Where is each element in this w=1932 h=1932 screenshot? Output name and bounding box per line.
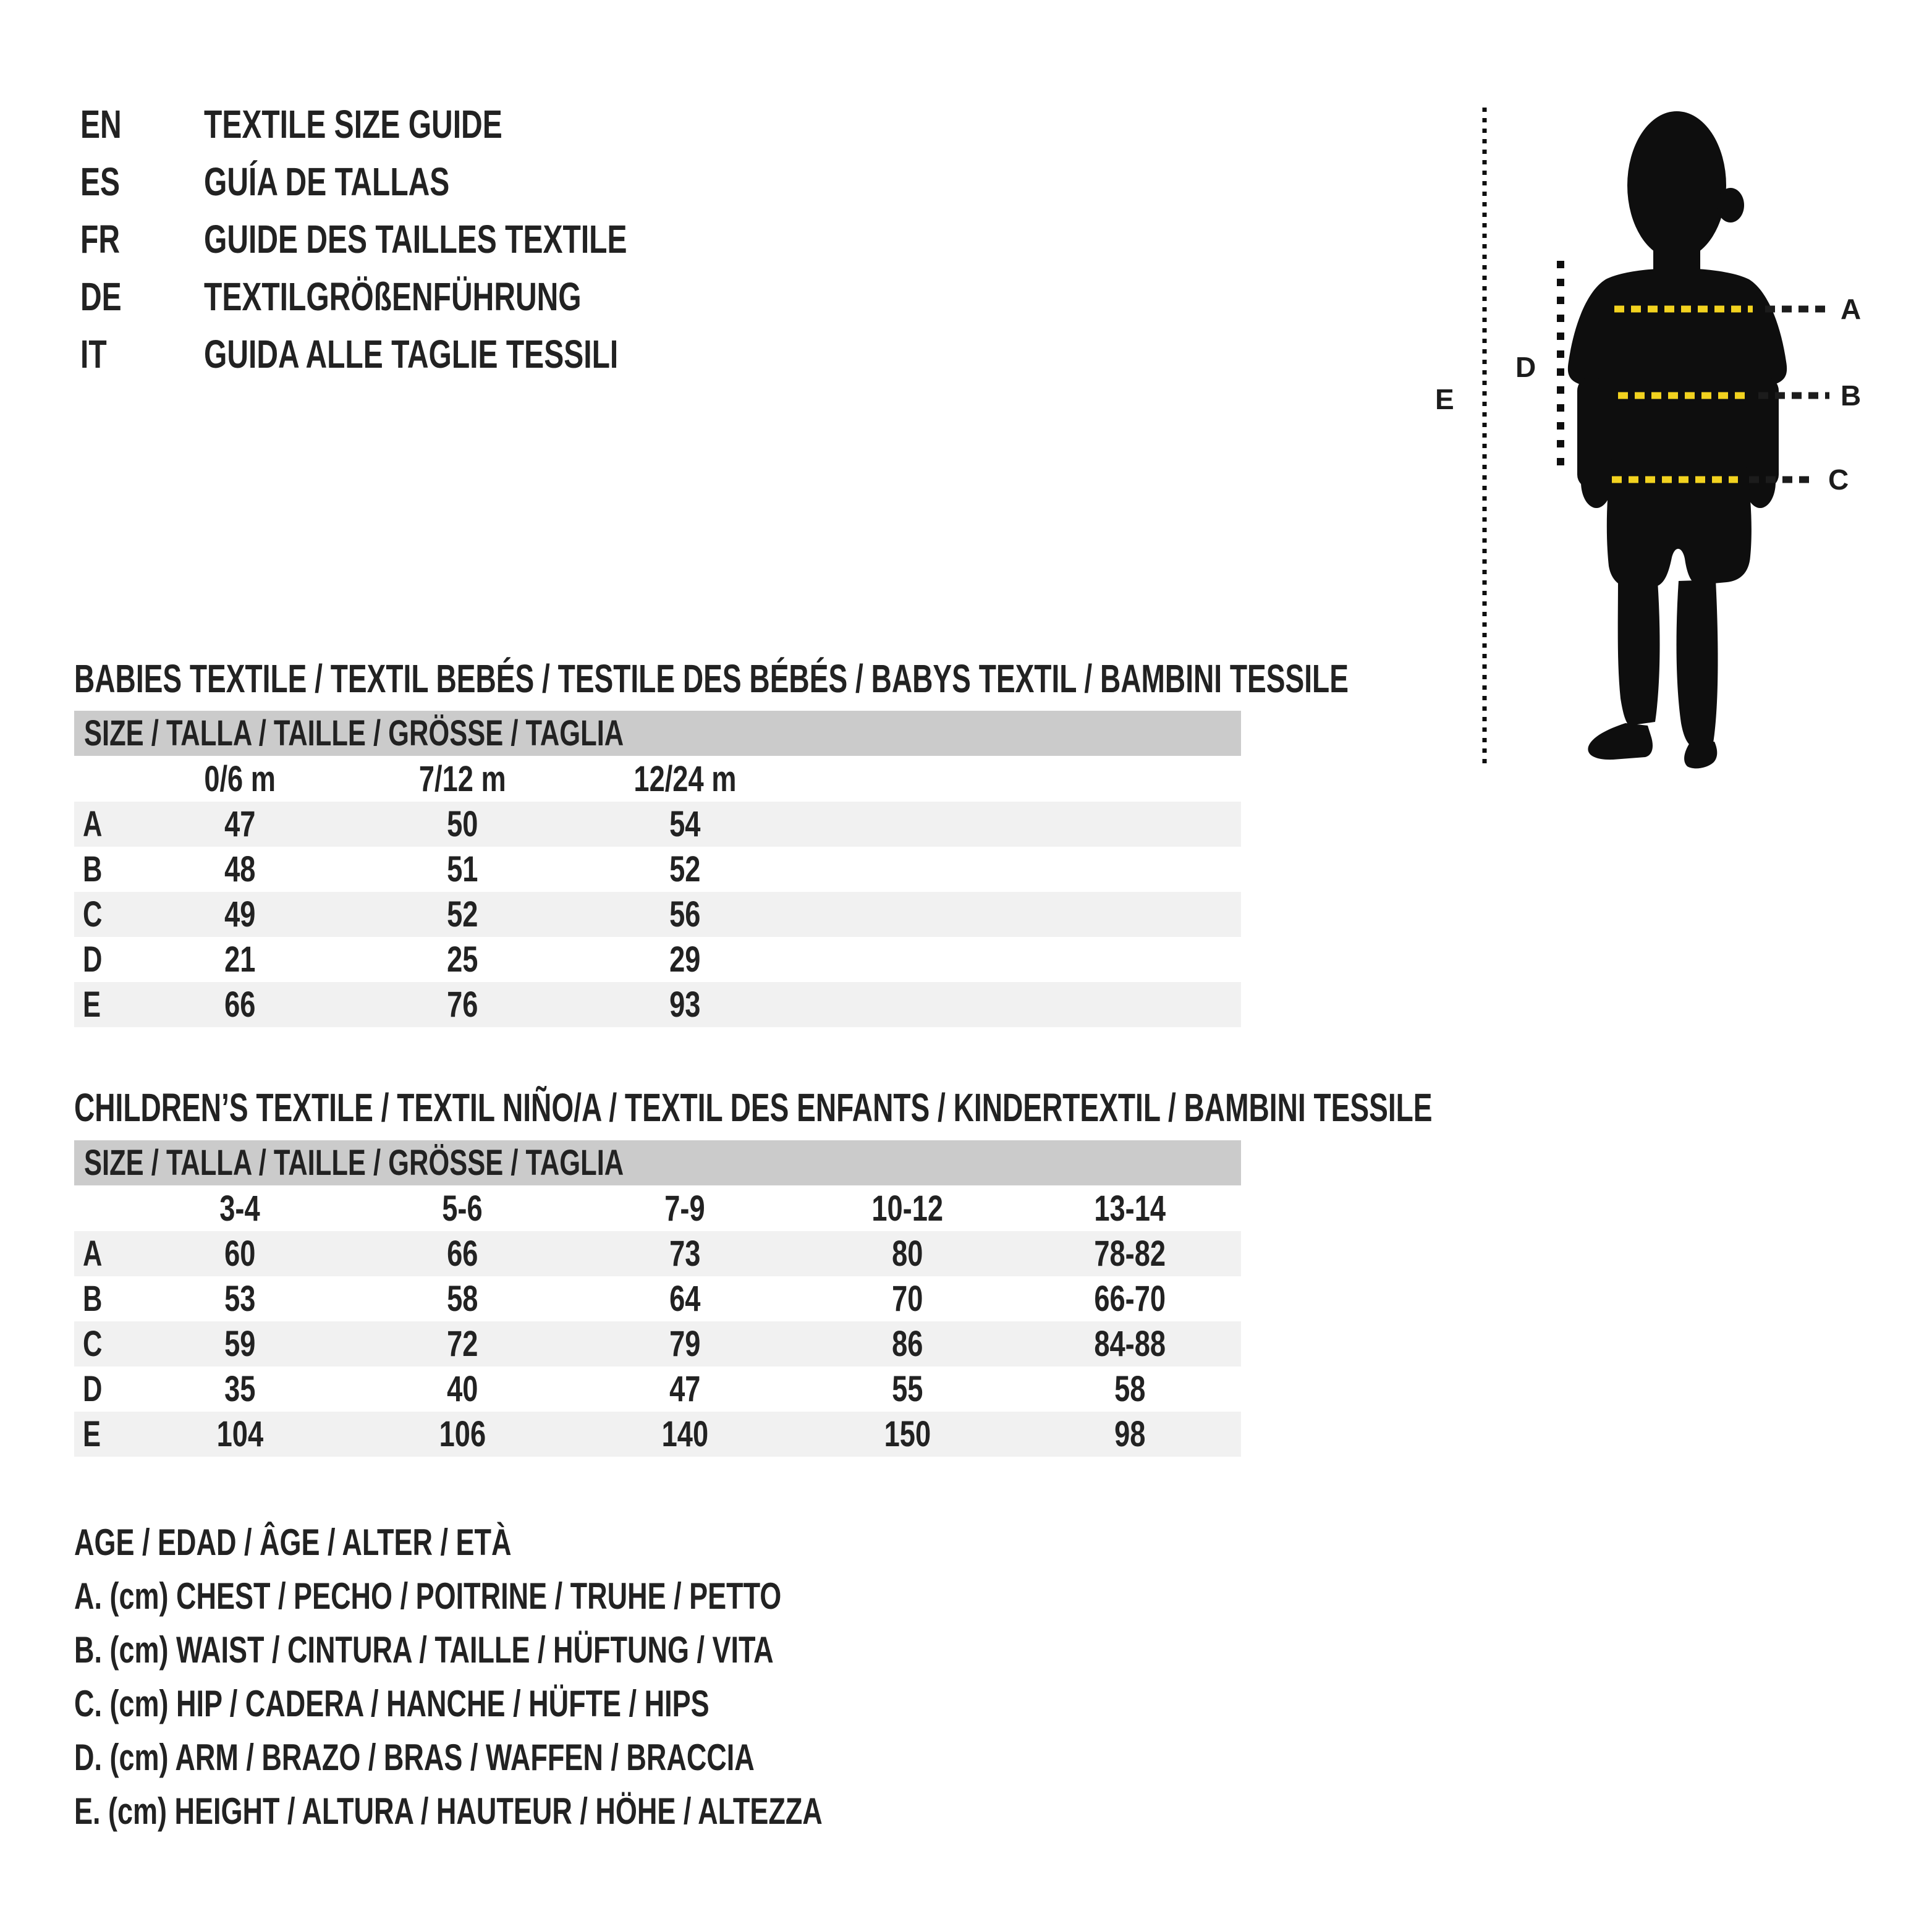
table-row [74, 1366, 1241, 1412]
value-cell [351, 1368, 574, 1410]
value-cell-text: 78-82 [1094, 1234, 1166, 1274]
value-cell [351, 803, 574, 845]
table-row [74, 1231, 1241, 1276]
value-cell [351, 939, 574, 980]
value-cell [351, 1413, 574, 1455]
value-cell [796, 1233, 1019, 1274]
row-label [74, 939, 129, 980]
language-title-text: GUÍA DE TALLAS [204, 159, 450, 204]
value-cell-text: 72 [446, 1324, 478, 1364]
language-row [80, 268, 768, 325]
size-header-bar-text: SIZE / TALLA / TAILLE / GRÖSSE / TAGLIA [84, 1143, 624, 1183]
value-cell [129, 1413, 351, 1455]
value-cell [129, 803, 351, 845]
label-height-e: E [1435, 383, 1454, 415]
silhouette-left-foot [1588, 723, 1653, 760]
table-row [74, 1276, 1241, 1321]
language-code [80, 101, 204, 147]
language-title [204, 101, 602, 147]
language-code-text: FR [80, 216, 120, 261]
value-cell-text: 58 [446, 1279, 478, 1319]
language-title [204, 216, 768, 262]
value-cell-text: 49 [224, 894, 256, 934]
language-row [80, 325, 768, 383]
value-cell [1019, 1368, 1241, 1410]
value-cell [129, 849, 351, 890]
value-cell-text: 59 [224, 1324, 256, 1364]
column-header [796, 1188, 1019, 1229]
language-row [80, 153, 768, 210]
value-cell [129, 1278, 351, 1320]
table-row [74, 847, 1241, 892]
row-label [74, 1368, 129, 1410]
value-cell [351, 894, 574, 935]
value-cell [351, 849, 574, 890]
value-cell-text: 47 [669, 1369, 701, 1409]
column-header-text: 5-6 [442, 1188, 483, 1229]
column-header [351, 758, 574, 800]
value-cell [574, 894, 796, 935]
row-label-text: E [83, 1414, 101, 1454]
language-code-text: DE [80, 274, 122, 319]
language-code-text: EN [80, 101, 122, 146]
value-cell [351, 1323, 574, 1365]
value-cell [574, 1278, 796, 1320]
language-code [80, 216, 204, 262]
size-header-bar [74, 711, 1241, 756]
row-label-text: B [83, 849, 103, 889]
children-size-table [74, 1140, 1241, 1457]
value-cell-text: 40 [446, 1369, 478, 1409]
value-cell-text: 84-88 [1094, 1324, 1166, 1364]
value-cell-text: 150 [884, 1414, 931, 1454]
column-header-text: 3-4 [219, 1188, 260, 1229]
silhouette-ear [1717, 188, 1744, 222]
legend-line [74, 1677, 1072, 1731]
children-section-heading-text: CHILDREN’S TEXTILE / TEXTIL NIÑO/A / TEXTIL DES ENFANTS / KINDERTEXTIL / BAMBINI TESSILE [74, 1085, 1433, 1130]
row-label-text: A [83, 1234, 103, 1274]
legend-line-text: A. (cm) CHEST / PECHO / POITRINE / TRUHE / PETTO [74, 1575, 782, 1617]
table-row [74, 802, 1241, 847]
value-cell-text: 56 [669, 894, 701, 934]
row-label-text: B [83, 1279, 103, 1319]
column-header-row [74, 756, 1241, 802]
silhouette-left-hand [1581, 456, 1612, 508]
row-label [74, 1278, 129, 1320]
legend-line-text: D. (cm) ARM / BRAZO / BRAS / WAFFEN / BRACCIA [74, 1737, 755, 1778]
value-cell [796, 1413, 1019, 1455]
language-title-text: TEXTILE SIZE GUIDE [204, 101, 502, 146]
value-cell [129, 1323, 351, 1365]
language-title-text: GUIDA ALLE TAGLIE TESSILI [204, 331, 619, 376]
value-cell-text: 48 [224, 849, 256, 889]
value-cell-text: 98 [1114, 1414, 1146, 1454]
silhouette-right-leg [1677, 580, 1718, 747]
language-row [80, 210, 768, 268]
row-label-text: E [83, 985, 101, 1025]
size-header-bar-text: SIZE / TALLA / TAILLE / GRÖSSE / TAGLIA [84, 713, 624, 753]
row-label-text: D [83, 1369, 103, 1409]
row-label-text: D [83, 939, 103, 980]
value-cell-text: 58 [1114, 1369, 1146, 1409]
column-header-text: 7-9 [664, 1188, 705, 1229]
language-title-list [80, 95, 768, 383]
value-cell [796, 1323, 1019, 1365]
legend-line-text: E. (cm) HEIGHT / ALTURA / HAUTEUR / HÖHE / ALTEZZA [74, 1790, 823, 1832]
row-label-text: C [83, 894, 103, 934]
language-code-text: IT [80, 331, 107, 376]
size-header-bar [74, 1140, 1241, 1185]
child-silhouette-figure [1568, 111, 1787, 768]
table-row [74, 1412, 1241, 1457]
language-code [80, 159, 204, 205]
value-cell [574, 803, 796, 845]
value-cell [129, 939, 351, 980]
column-header-text: 13-14 [1094, 1188, 1166, 1229]
language-title-text: TEXTILGRÖßENFÜHRUNG [204, 274, 582, 319]
value-cell [574, 1413, 796, 1455]
value-cell-text: 106 [439, 1414, 486, 1454]
value-cell-text: 51 [446, 849, 478, 889]
babies-section-heading-text: BABIES TEXTILE / TEXTIL BEBÉS / TESTILE DES BÉBÉS / BABYS TEXTIL / BAMBINI TESSILE [74, 656, 1349, 701]
legend-line-text: AGE / EDAD / ÂGE / ALTER / ETÀ [74, 1522, 512, 1563]
column-header [129, 758, 351, 800]
column-header [1019, 1188, 1241, 1229]
value-cell [574, 1368, 796, 1410]
silhouette-left-leg [1618, 578, 1660, 726]
child-measurement-diagram [1421, 87, 1932, 779]
language-title [204, 331, 756, 377]
value-cell-text: 66 [224, 985, 256, 1025]
value-cell [796, 1368, 1019, 1410]
value-cell-text: 53 [224, 1279, 256, 1319]
value-cell [796, 1278, 1019, 1320]
value-cell [1019, 1413, 1241, 1455]
language-code [80, 274, 204, 320]
value-cell [1019, 1233, 1241, 1274]
language-title-text: GUIDE DES TAILLES TEXTILE [204, 216, 627, 261]
language-title [204, 159, 532, 205]
value-cell-text: 80 [891, 1234, 923, 1274]
value-cell-text: 21 [224, 939, 256, 980]
value-cell-text: 66-70 [1094, 1279, 1166, 1319]
label-hip-c: C [1828, 464, 1849, 496]
value-cell-text: 35 [224, 1369, 256, 1409]
column-header [351, 1188, 574, 1229]
value-cell [129, 984, 351, 1025]
label-arm-d: D [1515, 351, 1536, 383]
language-title [204, 274, 707, 320]
row-label [74, 1413, 129, 1455]
column-header [129, 1188, 351, 1229]
babies-size-table [74, 711, 1241, 1027]
value-cell [129, 1368, 351, 1410]
value-cell-text: 52 [669, 849, 701, 889]
column-header-text: 12/24 m [633, 758, 736, 799]
table-row [74, 892, 1241, 937]
column-header-text: 7/12 m [418, 758, 506, 799]
value-cell-text: 52 [446, 894, 478, 934]
column-header-row [74, 1185, 1241, 1231]
value-cell [129, 894, 351, 935]
value-cell [129, 1233, 351, 1274]
value-cell-text: 93 [669, 985, 701, 1025]
value-cell [351, 1233, 574, 1274]
value-cell [574, 939, 796, 980]
value-cell-text: 76 [446, 985, 478, 1025]
legend-line [74, 1784, 1072, 1838]
row-label [74, 894, 129, 935]
language-code-text: ES [80, 159, 121, 204]
table-row [74, 937, 1241, 982]
value-cell [574, 1323, 796, 1365]
row-label [74, 1323, 129, 1365]
value-cell-text: 54 [669, 804, 701, 844]
label-chest-a: A [1841, 293, 1862, 325]
table-row [74, 1321, 1241, 1366]
legend-line [74, 1515, 1072, 1569]
language-row [80, 95, 768, 153]
value-cell [351, 1278, 574, 1320]
legend-line [74, 1623, 1072, 1677]
value-cell [351, 984, 574, 1025]
value-cell [574, 1233, 796, 1274]
row-label-text: A [83, 804, 103, 844]
value-cell-text: 70 [891, 1279, 923, 1319]
value-cell-text: 140 [661, 1414, 708, 1454]
row-label-text: C [83, 1324, 103, 1364]
legend-line [74, 1569, 1072, 1623]
row-label [74, 849, 129, 890]
label-waist-b: B [1841, 379, 1862, 412]
value-cell-text: 86 [891, 1324, 923, 1364]
column-header-text: 10-12 [871, 1188, 943, 1229]
value-cell [574, 849, 796, 890]
value-cell-text: 64 [669, 1279, 701, 1319]
value-cell-text: 79 [669, 1324, 701, 1364]
table-row [74, 982, 1241, 1027]
column-header [574, 1188, 796, 1229]
language-code [80, 331, 204, 377]
legend-line [74, 1731, 1072, 1784]
value-cell-text: 73 [669, 1234, 701, 1274]
legend-line-text: C. (cm) HIP / CADERA / HANCHE / HÜFTE / HIPS [74, 1683, 710, 1724]
value-cell-text: 55 [891, 1369, 923, 1409]
value-cell [1019, 1278, 1241, 1320]
row-label [74, 984, 129, 1025]
value-cell-text: 50 [446, 804, 478, 844]
column-header [574, 758, 796, 800]
value-cell [574, 984, 796, 1025]
value-cell-text: 25 [446, 939, 478, 980]
row-label [74, 803, 129, 845]
silhouette-right-foot [1684, 742, 1717, 768]
value-cell-text: 47 [224, 804, 256, 844]
legend-line-text: B. (cm) WAIST / CINTURA / TAILLE / HÜFTUNG / VITA [74, 1629, 774, 1671]
row-label [74, 1233, 129, 1274]
measurement-legend [74, 1515, 1072, 1838]
value-cell-text: 60 [224, 1234, 256, 1274]
value-cell-text: 104 [216, 1414, 263, 1454]
value-cell-text: 66 [446, 1234, 478, 1274]
value-cell [1019, 1323, 1241, 1365]
value-cell-text: 29 [669, 939, 701, 980]
silhouette-head [1627, 111, 1726, 260]
column-header-text: 0/6 m [204, 758, 276, 799]
children-section-heading [74, 1083, 1932, 1132]
